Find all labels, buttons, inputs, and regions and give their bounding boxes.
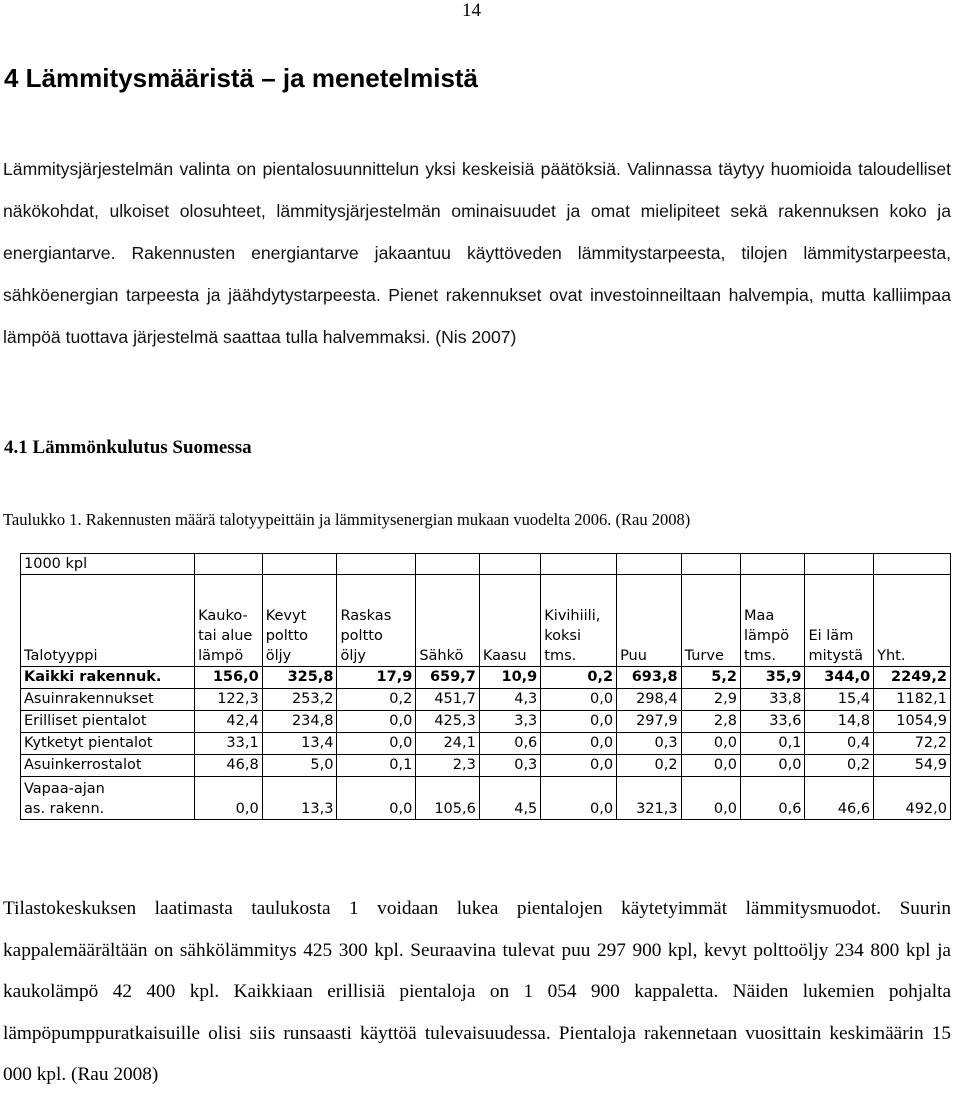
table-row-label-line: as. rakenn. <box>24 801 105 817</box>
table-column-header-line: Sähkö <box>419 648 464 664</box>
table-cell: 321,3 <box>617 777 682 820</box>
table-cell: 2249,2 <box>874 667 951 689</box>
table-cell: 0,1 <box>337 755 416 777</box>
table-cell: 46,8 <box>195 755 263 777</box>
table-cell: 42,4 <box>195 711 263 733</box>
table-column-header <box>541 575 617 667</box>
table-column-header-line: öljy <box>265 648 292 664</box>
table-column-header <box>617 575 682 667</box>
table-cell: 0,0 <box>195 777 263 820</box>
table-row-label <box>21 733 195 755</box>
table-row-label-line: Kaikki rakennuk. <box>24 669 162 685</box>
table-cell: 298,4 <box>617 689 682 711</box>
table-column-header-line: Maa <box>743 608 775 624</box>
table-cell: 0,0 <box>740 755 805 777</box>
table-cell: 344,0 <box>805 667 874 689</box>
table-column-header-line: Ei läm <box>808 628 854 644</box>
table-cell: 5,0 <box>262 755 337 777</box>
table-column-header-line: Raskas <box>340 608 392 624</box>
table-empty-cell <box>416 554 480 575</box>
table-header-talotyyppi: Talotyyppi <box>21 575 195 667</box>
table-cell: 0,0 <box>681 733 740 755</box>
table-cell: 0,0 <box>541 733 617 755</box>
table-row-label <box>21 667 195 689</box>
table-empty-cell <box>805 554 874 575</box>
table-column-header-line: Turve <box>684 648 724 664</box>
table-column-header <box>740 575 805 667</box>
table-empty-cell <box>262 554 337 575</box>
table-cell: 46,6 <box>805 777 874 820</box>
section-heading: 4.1 Lämmönkulutus Suomessa <box>4 437 252 458</box>
table-column-header-line: Kevyt <box>265 608 307 624</box>
table-empty-cell <box>541 554 617 575</box>
table-cell: 0,0 <box>337 777 416 820</box>
table-row-label <box>21 689 195 711</box>
table-cell: 3,3 <box>479 711 540 733</box>
table-empty-cell <box>874 554 951 575</box>
table-cell: 33,8 <box>740 689 805 711</box>
table-cell: 33,6 <box>740 711 805 733</box>
table-cell: 33,1 <box>195 733 263 755</box>
table-column-header <box>805 575 874 667</box>
table-cell: 54,9 <box>874 755 951 777</box>
table-row <box>21 755 951 777</box>
table-column-header-line: Kauko- <box>198 608 248 624</box>
table-cell: 1182,1 <box>874 689 951 711</box>
table-cell: 0,3 <box>617 733 682 755</box>
table-cell: 0,6 <box>479 733 540 755</box>
table-cell: 0,2 <box>805 755 874 777</box>
table-column-header-line: poltto <box>265 628 309 644</box>
table-cell: 451,7 <box>416 689 480 711</box>
heating-table-image <box>20 553 951 837</box>
table-cell: 4,3 <box>479 689 540 711</box>
table-cell: 0,1 <box>740 733 805 755</box>
table-row-label <box>21 777 195 820</box>
table-cell: 0,0 <box>541 711 617 733</box>
table-empty-cell <box>740 554 805 575</box>
table-cell: 156,0 <box>195 667 263 689</box>
table-column-header-line: Kaasu <box>482 648 527 664</box>
table-cell: 2,8 <box>681 711 740 733</box>
table-row-label-line: Asuinkerrostalot <box>24 757 142 773</box>
table-row-label-line: Vapaa-ajan <box>24 781 105 797</box>
table-column-header-line: Kivihiili, <box>544 608 601 624</box>
table-cell: 105,6 <box>416 777 480 820</box>
table-cell: 2,3 <box>416 755 480 777</box>
table-cell: 13,4 <box>262 733 337 755</box>
table-cell: 0,0 <box>337 733 416 755</box>
table-caption: Taulukko 1. Rakennusten määrä talotyypeittäin ja lämmitysenergian mukaan vuodelta 2006. (Rau 2008) <box>3 510 691 529</box>
table-cell: 35,9 <box>740 667 805 689</box>
table-row <box>21 777 951 820</box>
table-column-header <box>195 575 263 667</box>
table-column-header-line: tms. <box>743 648 776 664</box>
table-column-header-line: mitystä <box>808 648 864 664</box>
table-empty-cell <box>681 554 740 575</box>
table-header-row <box>21 575 951 667</box>
table-cell: 122,3 <box>195 689 263 711</box>
table-cell: 0,2 <box>617 755 682 777</box>
analysis-paragraph: Tilastokeskuksen laatimasta taulukosta 1 voidaan lukea pientalojen käytetyimmät lämmitysmuodot. Suurin kappalemäärältään on sähkölämmitys 425 300 kpl. Seuraavina tulevat puu 297 900 kpl, kevyt polttoöljy 234 800 kpl ja kaukolämpö 42 400 kpl. Kaikkiaan erillisiä pientaloja on 1 054 900 kappaletta. Näiden lukemien pohjalta lämpöpumppuratkaisuille olisi siis runsaasti käyttöä tulevaisuudessa. Pientaloja rakennetaan vuosittain keskimäärin 15 000 kpl. (Rau 2008) <box>3 898 951 1085</box>
table-cell: 253,2 <box>262 689 337 711</box>
table-cell: 0,0 <box>681 755 740 777</box>
table-column-header <box>416 575 480 667</box>
table-row <box>21 711 951 733</box>
table-column-header <box>874 575 951 667</box>
table-row-label-line: Kytketyt pientalot <box>24 735 153 751</box>
table-cell: 0,4 <box>805 733 874 755</box>
table-column-header <box>681 575 740 667</box>
table-cell: 659,7 <box>416 667 480 689</box>
table-cell: 24,1 <box>416 733 480 755</box>
table-cell: 17,9 <box>337 667 416 689</box>
table-column-header-line: tai alue <box>198 628 253 644</box>
table-row-label-line: Asuinrakennukset <box>24 691 154 707</box>
table-cell: 1054,9 <box>874 711 951 733</box>
table-cell: 72,2 <box>874 733 951 755</box>
table-column-header-line: Yht. <box>877 648 906 664</box>
table-row-label-line: Erilliset pientalot <box>24 713 147 729</box>
table-cell: 693,8 <box>617 667 682 689</box>
intro-paragraph: Lämmitysjärjestelmän valinta on pientalosuunnittelun yksi keskeisiä päätöksiä. Valinnassa täytyy huomioida taloudelliset näkökohdat, ulkoiset olosuhteet, lämmitysjärjestelmän ominaisuudet ja omat mielipiteet sekä rakennuksen koko ja energiantarve. Rakennusten energiantarve jakaantuu käyttöveden lämmitystarpeesta, tilojen lämmitystarpeesta, sähköenergian tarpeesta ja jäähdytystarpeesta. Pienet rakennukset ovat investoinneiltaan halvempia, mutta kalliimpaa lämpöä tuottava järjestelmä saattaa tulla halvemmaksi. (Nis 2007) <box>3 159 951 347</box>
table-row <box>21 733 951 755</box>
heating-table <box>20 553 951 820</box>
table-unit-cell: 1000 kpl <box>21 554 195 575</box>
table-empty-cell <box>617 554 682 575</box>
table-cell: 0,0 <box>681 777 740 820</box>
table-cell: 0,2 <box>337 689 416 711</box>
table-cell: 492,0 <box>874 777 951 820</box>
table-cell: 4,5 <box>479 777 540 820</box>
table-cell: 0,0 <box>541 755 617 777</box>
table-empty-cell <box>195 554 263 575</box>
table-unit-row <box>21 554 951 575</box>
table-cell: 2,9 <box>681 689 740 711</box>
table-cell: 325,8 <box>262 667 337 689</box>
table-column-header <box>337 575 416 667</box>
table-column-header-line: lämpö <box>198 648 244 664</box>
table-column-header-line: poltto <box>340 628 383 644</box>
table-column-header-line: tms. <box>544 648 577 664</box>
table-column-header-line: Puu <box>620 648 647 664</box>
table-cell: 0,6 <box>740 777 805 820</box>
page-number: 14 <box>462 0 481 21</box>
chapter-heading: 4 Lämmitysmääristä – ja menetelmistä <box>4 63 479 93</box>
table-cell: 14,8 <box>805 711 874 733</box>
table-cell: 15,4 <box>805 689 874 711</box>
table-column-header <box>479 575 540 667</box>
table-empty-cell <box>337 554 416 575</box>
table-cell: 234,8 <box>262 711 337 733</box>
table-row-label <box>21 755 195 777</box>
table-cell: 0,2 <box>541 667 617 689</box>
table-cell: 0,0 <box>541 777 617 820</box>
table-column-header-line: lämpö <box>743 628 790 644</box>
table-row-label <box>21 711 195 733</box>
table-column-header <box>262 575 337 667</box>
table-cell: 425,3 <box>416 711 480 733</box>
table-empty-cell <box>479 554 540 575</box>
table-cell: 297,9 <box>617 711 682 733</box>
table-cell: 5,2 <box>681 667 740 689</box>
table-cell: 0,0 <box>337 711 416 733</box>
table-column-header-line: öljy <box>340 648 366 664</box>
table-cell: 13,3 <box>262 777 337 820</box>
table-cell: 10,9 <box>479 667 540 689</box>
table-column-header-line: koksi <box>544 628 582 644</box>
table-cell: 0,0 <box>541 689 617 711</box>
table-row <box>21 689 951 711</box>
table-row <box>21 667 951 689</box>
table-cell: 0,3 <box>479 755 540 777</box>
